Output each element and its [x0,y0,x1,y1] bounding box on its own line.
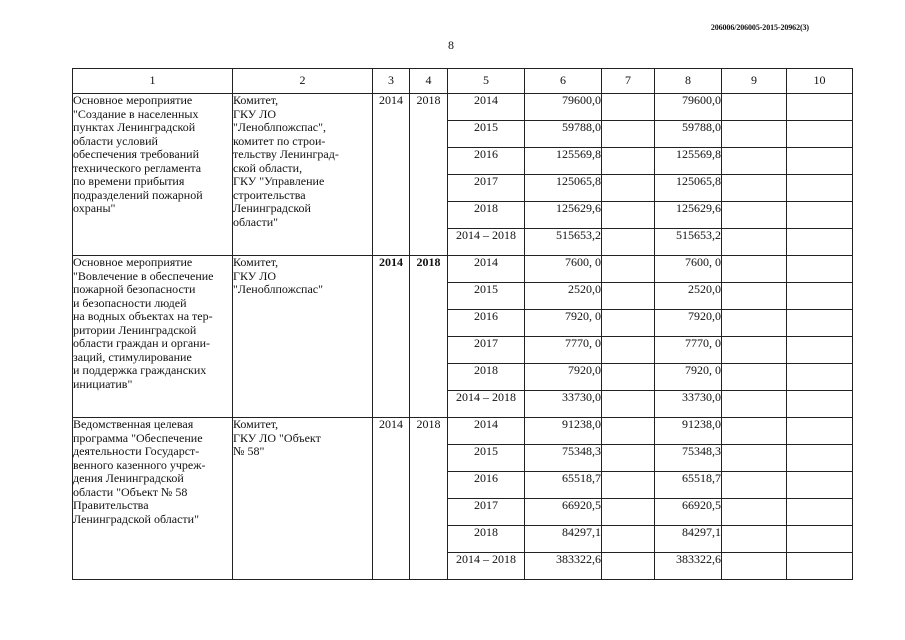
regional-budget-cell: 7600, 0 [655,256,722,283]
column-7-cell [602,175,655,202]
total-amount-cell: 7600, 0 [525,256,602,283]
activity-name-cell: Ведомственная целевая программа "Обеспечение деятельности Государст- венного казенного учреж- дения Ленинградской области "Объект № 58 Правительства Ленинградской области" [73,418,233,580]
column-header: 3 [373,69,410,94]
column-9-cell [722,283,787,310]
column-7-cell [602,472,655,499]
regional-budget-cell: 91238,0 [655,418,722,445]
column-9-cell [722,445,787,472]
year-cell: 2018 [448,364,525,391]
column-9-cell [722,364,787,391]
year-cell: 2014 – 2018 [448,553,525,580]
column-7-cell [602,202,655,229]
regional-budget-cell: 33730,0 [655,391,722,418]
column-10-cell [787,310,853,337]
regional-budget-cell: 7770, 0 [655,337,722,364]
total-amount-cell: 2520,0 [525,283,602,310]
column-9-cell [722,418,787,445]
column-7-cell [602,148,655,175]
column-7-cell [602,391,655,418]
column-7-cell [602,256,655,283]
budget-table [72,68,853,580]
year-cell: 2017 [448,499,525,526]
table-row [73,94,853,121]
total-amount-cell: 66920,5 [525,499,602,526]
column-7-cell [602,418,655,445]
total-amount-cell: 75348,3 [525,445,602,472]
year-cell: 2016 [448,472,525,499]
total-amount-cell: 84297,1 [525,526,602,553]
column-7-cell [602,445,655,472]
column-9-cell [722,526,787,553]
column-10-cell [787,337,853,364]
column-9-cell [722,499,787,526]
total-amount-cell: 79600,0 [525,94,602,121]
column-9-cell [722,391,787,418]
regional-budget-cell: 2520,0 [655,283,722,310]
start-year-cell: 2014 [373,94,410,256]
executor-cell: Комитет, ГКУ ЛО "Объект № 58" [233,418,373,580]
executor-cell: Комитет, ГКУ ЛО "Леноблпожспас", комитет по строи- тельству Ленинград- ской области, ГКУ "Управление строительства Ленинградской области" [233,94,373,256]
column-header: 7 [602,69,655,94]
column-9-cell [722,94,787,121]
column-7-cell [602,310,655,337]
year-cell: 2014 [448,94,525,121]
start-year-cell: 2014 [373,418,410,580]
year-cell: 2018 [448,526,525,553]
column-9-cell [722,472,787,499]
column-9-cell [722,310,787,337]
year-cell: 2018 [448,202,525,229]
regional-budget-cell: 7920,0 [655,310,722,337]
regional-budget-cell: 84297,1 [655,526,722,553]
column-10-cell [787,148,853,175]
year-cell: 2014 – 2018 [448,229,525,256]
column-header: 8 [655,69,722,94]
activity-name-cell: Основное мероприятие "Создание в населенных пунктах Ленинградской области условий обеспечения требований технического регламента по времени прибытия подразделений пожарной охраны" [73,94,233,256]
column-9-cell [722,121,787,148]
column-10-cell [787,553,853,580]
year-cell: 2017 [448,175,525,202]
column-header: 9 [722,69,787,94]
year-cell: 2016 [448,310,525,337]
column-10-cell [787,418,853,445]
regional-budget-cell: 66920,5 [655,499,722,526]
executor-cell: Комитет, ГКУ ЛО "Леноблпожспас" [233,256,373,418]
total-amount-cell: 7920, 0 [525,310,602,337]
column-7-cell [602,229,655,256]
column-9-cell [722,337,787,364]
total-amount-cell: 59788,0 [525,121,602,148]
column-10-cell [787,526,853,553]
regional-budget-cell: 383322,6 [655,553,722,580]
regional-budget-cell: 515653,2 [655,229,722,256]
column-9-cell [722,256,787,283]
column-header: 4 [410,69,448,94]
column-10-cell [787,472,853,499]
column-10-cell [787,256,853,283]
column-7-cell [602,526,655,553]
column-10-cell [787,391,853,418]
total-amount-cell: 33730,0 [525,391,602,418]
page-number: 8 [448,38,454,52]
column-number-row [73,69,853,94]
column-9-cell [722,175,787,202]
table-row [73,418,853,445]
end-year-cell: 2018 [410,94,448,256]
start-year-cell: 2014 [373,256,410,418]
column-header: 1 [73,69,233,94]
column-9-cell [722,229,787,256]
regional-budget-cell: 125569,8 [655,148,722,175]
regional-budget-cell: 125629,6 [655,202,722,229]
total-amount-cell: 7770, 0 [525,337,602,364]
year-cell: 2015 [448,445,525,472]
column-7-cell [602,283,655,310]
table-body [73,94,853,580]
regional-budget-cell: 7920, 0 [655,364,722,391]
total-amount-cell: 125629,6 [525,202,602,229]
regional-budget-cell: 75348,3 [655,445,722,472]
column-10-cell [787,283,853,310]
year-cell: 2015 [448,283,525,310]
document-code: 206006/206005-2015-20962(3) [710,23,809,32]
column-10-cell [787,202,853,229]
year-cell: 2014 – 2018 [448,391,525,418]
regional-budget-cell: 65518,7 [655,472,722,499]
regional-budget-cell: 125065,8 [655,175,722,202]
column-10-cell [787,175,853,202]
regional-budget-cell: 79600,0 [655,94,722,121]
column-7-cell [602,337,655,364]
column-7-cell [602,94,655,121]
column-7-cell [602,553,655,580]
column-10-cell [787,229,853,256]
year-cell: 2016 [448,148,525,175]
column-10-cell [787,94,853,121]
total-amount-cell: 91238,0 [525,418,602,445]
column-10-cell [787,499,853,526]
column-header: 5 [448,69,525,94]
column-9-cell [722,553,787,580]
total-amount-cell: 125065,8 [525,175,602,202]
column-7-cell [602,364,655,391]
column-10-cell [787,445,853,472]
column-10-cell [787,121,853,148]
table-row [73,256,853,283]
year-cell: 2015 [448,121,525,148]
year-cell: 2014 [448,418,525,445]
column-header: 10 [787,69,853,94]
year-cell: 2017 [448,337,525,364]
end-year-cell: 2018 [410,418,448,580]
activity-name-cell: Основное мероприятие "Вовлечение в обеспечение пожарной безопасности и безопасности людей на водных объектах на тер- ритории Ленинградской области граждан и органи- заций, стимулирование и поддержка гражданских инициатив" [73,256,233,418]
end-year-cell: 2018 [410,256,448,418]
column-10-cell [787,364,853,391]
regional-budget-cell: 59788,0 [655,121,722,148]
column-9-cell [722,148,787,175]
column-7-cell [602,121,655,148]
year-cell: 2014 [448,256,525,283]
column-9-cell [722,202,787,229]
total-amount-cell: 7920,0 [525,364,602,391]
column-header: 6 [525,69,602,94]
column-7-cell [602,499,655,526]
column-header: 2 [233,69,373,94]
total-amount-cell: 125569,8 [525,148,602,175]
total-amount-cell: 515653,2 [525,229,602,256]
total-amount-cell: 383322,6 [525,553,602,580]
total-amount-cell: 65518,7 [525,472,602,499]
